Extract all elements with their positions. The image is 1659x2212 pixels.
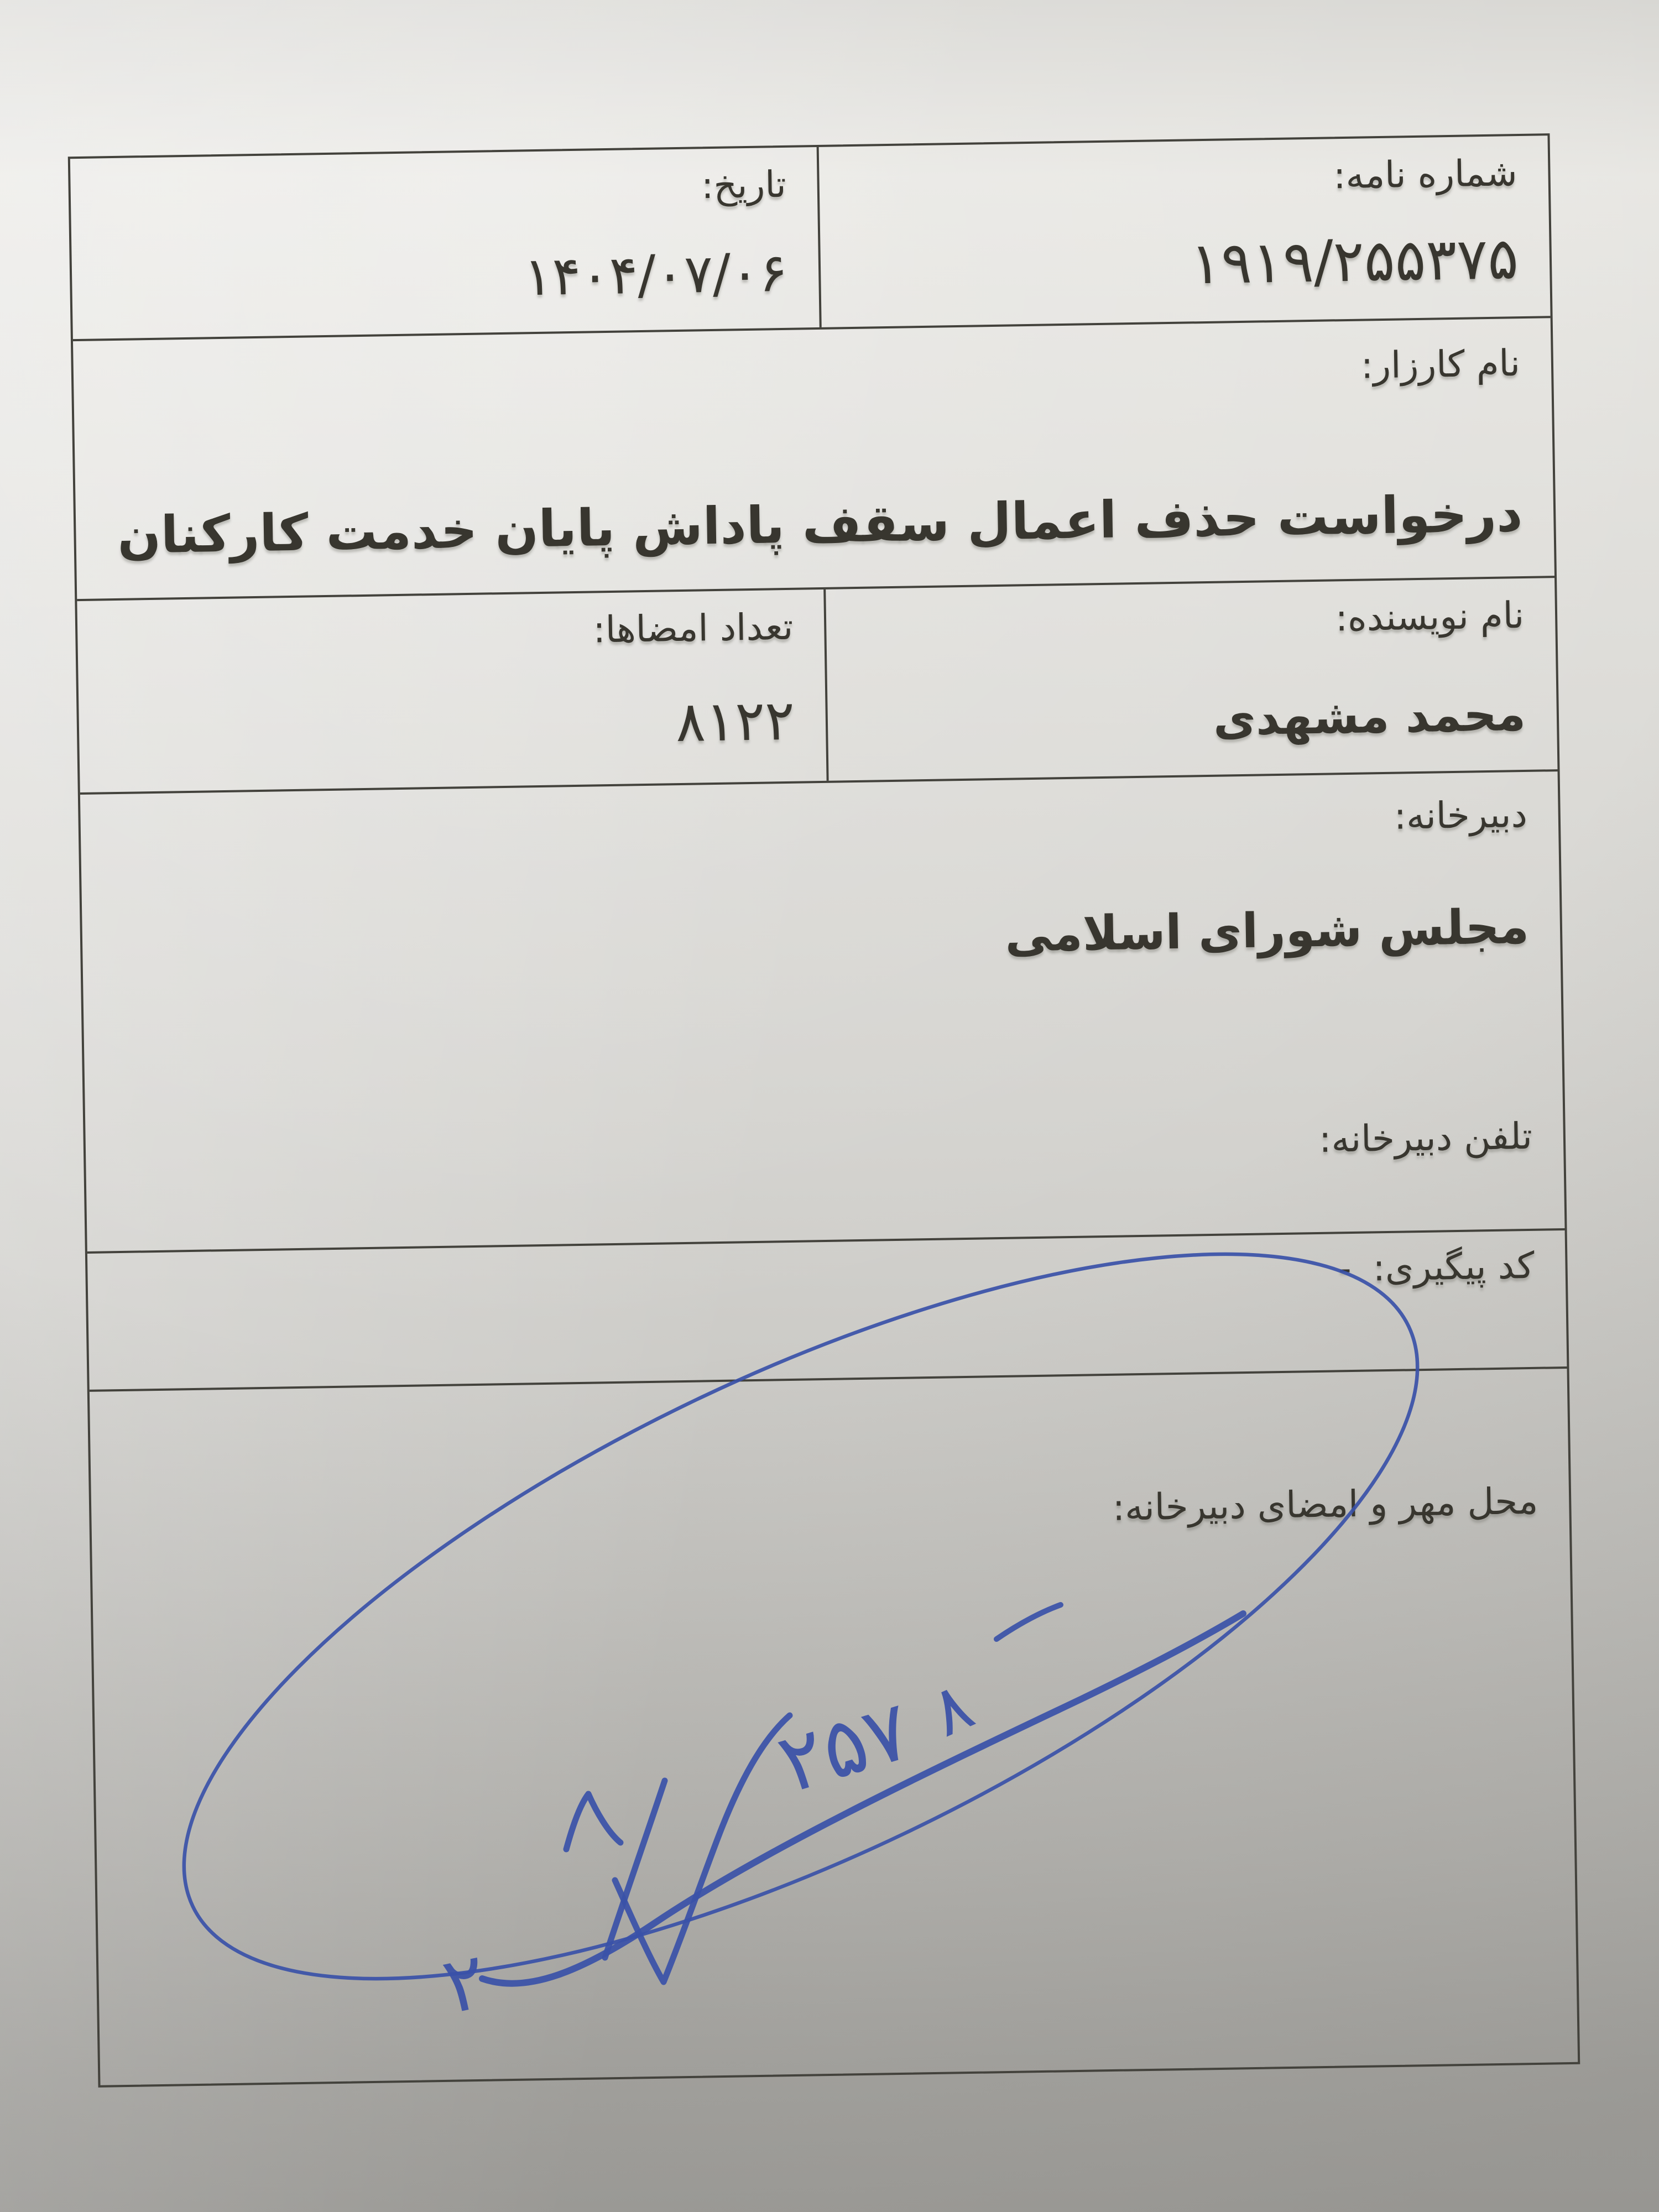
cell-author	[823, 578, 1557, 781]
author-value: محمد مشهدی	[1213, 687, 1526, 747]
date-label: تاریخ:	[701, 163, 787, 207]
campaign-name-label: نام کارزار:	[1360, 342, 1521, 387]
cell-stamp-area	[90, 1369, 1578, 2085]
row-stamp-area	[90, 1369, 1578, 2085]
tracking-code-label: کد پیگیری:	[1372, 1244, 1535, 1290]
secretariat-value: مجلس شورای اسلامی	[1004, 899, 1530, 963]
cell-tracking-code	[87, 1230, 1567, 1390]
campaign-name-value: درخواست حذف اعمال سقف پاداش پایان خدمت کارکنان	[117, 483, 1524, 565]
row-tracking-code	[87, 1230, 1567, 1392]
letter-number-label: شماره نامه:	[1333, 152, 1518, 197]
cell-signature-count	[77, 589, 826, 792]
row-author-signatures	[77, 578, 1557, 795]
tracking-code-value: -	[1338, 1247, 1352, 1290]
row-letter-number-date	[70, 135, 1551, 341]
author-label: نام نویسنده:	[1335, 594, 1525, 640]
signature-two-mark: ۲	[435, 1935, 495, 2032]
cell-secretariat	[80, 771, 1565, 1251]
letter-number-value: ۱۹۱۹/۲۵۵۳۷۵	[1190, 225, 1519, 298]
signature-eight-mark: ۸	[919, 1666, 985, 1752]
date-value: ۱۴۰۴/۰۷/۰۶	[523, 241, 789, 308]
cell-date	[70, 147, 820, 339]
cell-letter-number	[817, 135, 1551, 327]
secretariat-label: دبیرخانه:	[1394, 792, 1528, 838]
petition-receipt-table	[68, 133, 1580, 2088]
signature-count-label: تعداد امضاها:	[592, 605, 794, 651]
cell-campaign-name	[73, 318, 1554, 599]
row-secretariat	[80, 771, 1565, 1254]
row-campaign-name	[73, 318, 1554, 601]
tracking-code-line	[109, 1244, 1535, 1309]
secretariat-phone-label: تلفن دبیرخانه:	[1318, 1114, 1533, 1161]
signature-count-value: ۸۱۲۲	[675, 687, 795, 755]
stamp-area-label: محل مهر و امضای دبیرخانه:	[1112, 1479, 1538, 1529]
signature-digits: ۲۵۷	[768, 1682, 922, 1812]
